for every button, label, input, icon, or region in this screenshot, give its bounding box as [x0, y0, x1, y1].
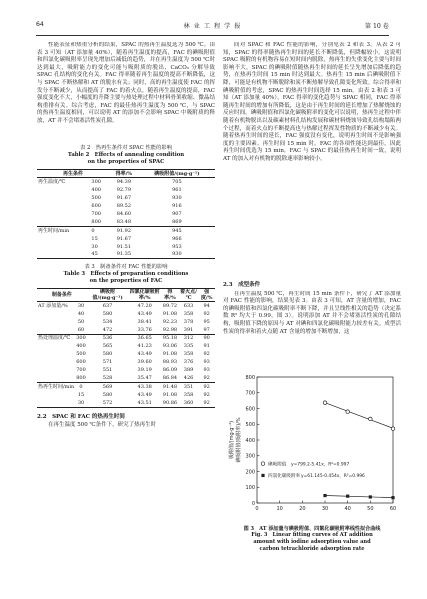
body-paragraph: 间对 SPAC 和 FAC 性能的影响，分别见表 2 和表 3。从表 2 可知，SPAC 的得率随热再生时间的延长不断降低，但降幅较小。这说明 SPAC 吸附的有机物容易在短时间内脱除，热再生的失重变化主要与时间影响不大。SPAC 的碘吸附值随热再生时间的延长呈先增加后降低的趋势，在热再生时间 15 min 时达到最大。热再生 15 min 后碘吸附值下降，可能是有机物不断脱除和炭不断热解导致孔隙变化所致。综合得率和碘吸附值的考虑，SPAC 的热再生时间选择 15 min。由表 2 和表 3 可知（AT 添加量 40%），FAC 得率的变化趋势与 SPAC 相同，FAC 得率随再生时间的增加有所降低，这是由于再生时间的延长增加了热解烧蚀的反应时间。碘吸附值和四氯化碳吸附率的变化可以说明，热再生过程中伴随着有机物脱出以及碳素材料孔结构发展和碳材料烧蚀导致孔结构塌陷两个过程，而着火点的不断提高也与热解过程挥发性物质的不断减少有关。随着热再生时间的延长，FAC 强度没有变化，说明再生时间不是影响强度的主要因素。再生时间 15 min 时，FAC 的各项性能达到最佳，因此再生时间优选为 15 min。FAC 与 SPAC 的最佳热再生时间一致，说明 AT 的加入对有机物的脱除速率影响较小。	[223, 42, 401, 162]
ccl4-value: 41.23	[137, 343, 152, 350]
strength-value: 97	[203, 326, 210, 333]
yield-value: 91.08	[162, 391, 178, 398]
data-point-iodine	[391, 426, 395, 430]
table2-caption-en: Table 2 Effects of annealing condition	[67, 152, 185, 158]
iodine-value: 528	[102, 374, 113, 381]
table-row	[37, 326, 215, 334]
condition-value: 500	[76, 351, 86, 358]
row-group-label: 再生时间/min	[37, 226, 90, 234]
table3-caption-en-2: on the properties of FAC	[89, 278, 163, 285]
table-row	[37, 366, 215, 374]
strength-value: 93	[203, 359, 210, 366]
condition-value: 600	[76, 359, 86, 366]
row-group-label	[37, 358, 75, 366]
y-tick-label: 700	[245, 390, 255, 397]
ignition-value: 360	[183, 399, 194, 406]
figure3-svg	[223, 365, 401, 525]
table-row	[37, 350, 215, 358]
yield-value: 91.08	[162, 310, 178, 317]
figure3-caption-en-2: amount with iodine adsorption value and	[253, 539, 371, 546]
section-heading: 2.2 SPAC 和 FAC 的热再生时间	[37, 413, 125, 420]
row-group-label	[37, 366, 75, 374]
yield-value: 91.08	[162, 351, 178, 358]
strength-value: 93	[203, 367, 210, 374]
table-row	[37, 186, 215, 194]
condition-value: 800	[91, 218, 101, 225]
ccl4-value: 43.49	[137, 391, 152, 398]
iodine-value: 961	[172, 187, 182, 194]
table-row	[37, 334, 215, 342]
strength-value: 92	[203, 391, 210, 398]
strength-value: 92	[203, 374, 210, 381]
x-tick-label: 10	[276, 505, 283, 512]
strength-value: 92	[203, 399, 210, 406]
row-group-label	[37, 399, 75, 407]
row-group-label: AT 添加量/%	[38, 302, 68, 309]
condition-value: 30	[77, 399, 85, 406]
yield-value: 91.92	[109, 226, 139, 234]
y-tick-label: 400	[245, 437, 255, 444]
yield-value: 89.72	[162, 302, 178, 309]
table-row	[37, 210, 215, 218]
condition-value: 45	[91, 251, 98, 258]
figure3-caption-en-3: carbon tetrachloride adsorption rate	[259, 545, 365, 552]
table-row	[37, 358, 215, 366]
condition-value: 600	[91, 203, 101, 210]
yield-value: 91.51	[116, 243, 132, 250]
y-tick-label: 800	[245, 374, 255, 381]
strength-value: 95	[203, 318, 210, 325]
yield-value: 91.67	[116, 195, 132, 202]
row-group-label	[37, 374, 75, 382]
condition-value: 700	[91, 210, 101, 217]
data-point-iodine	[369, 417, 373, 421]
iodine-value: 869	[172, 218, 182, 225]
condition-value: 700	[76, 367, 86, 374]
body-paragraph: 在再生温度 500 ℃条件下，研究了热再生时	[48, 422, 157, 429]
yield-value: 92.79	[116, 187, 132, 194]
strength-value: 92	[203, 310, 210, 317]
ccl4-value: 39.19	[137, 367, 152, 374]
yield-value: 86.09	[162, 367, 178, 374]
yield-value: 94.39	[116, 179, 132, 186]
row-group-label: 再生温度/℃	[38, 179, 66, 186]
ccl4-value: 36.65	[128, 334, 161, 342]
data-point-ccl4	[369, 495, 372, 498]
iodine-value: 930	[172, 251, 182, 258]
ccl4-value: 47.20	[137, 302, 152, 309]
iodine-value: 930	[172, 195, 182, 202]
condition-value: 40	[77, 310, 85, 317]
y-tick-label: 200	[245, 468, 255, 475]
row-group-label	[37, 251, 90, 259]
table3-header: 强度/%	[200, 288, 213, 301]
section-heading: 2.3 成型条件	[223, 282, 261, 288]
ccl4-value: 43.38	[128, 382, 161, 390]
table3-header: 碘吸附值/(mg·g⁻¹)	[92, 288, 123, 301]
ignition-value: 378	[183, 318, 194, 325]
iodine-value: 472	[102, 326, 113, 333]
table3-caption-en: Table 3 Effects of preparation conditions	[63, 271, 189, 278]
iodine-value: 569	[87, 382, 128, 390]
iodine-value: 536	[87, 334, 128, 342]
condition-value: 30	[77, 302, 85, 309]
ignition-value: 351	[179, 382, 199, 390]
fit-line	[325, 402, 393, 428]
figure3-caption-zh: 图 3 AT 添加量与碘吸附值、四氯化碳吸附率线性拟合曲线	[243, 525, 381, 532]
table3-caption	[37, 264, 215, 285]
fit-equation-iodine: y=799.2-5.41x，R²=0.997	[291, 462, 350, 468]
row-group-label	[37, 318, 75, 326]
yield-value: 86.84	[162, 374, 178, 381]
y-tick-label: 300	[245, 453, 255, 460]
yield-value: 89.52	[116, 203, 132, 210]
iodine-value: 580	[102, 310, 113, 317]
strength-value: 92	[198, 382, 215, 390]
y-tick-label: 100	[245, 484, 255, 491]
table-row	[37, 310, 215, 318]
row-group-label	[37, 186, 90, 194]
ccl4-value: 39.60	[137, 359, 152, 366]
ignition-value: 358	[183, 391, 194, 398]
table-row	[37, 391, 215, 399]
table3-caption-zh: 表 3 制备条件对 FAC 性能的影响	[84, 264, 168, 271]
ignition-value: 312	[179, 334, 199, 342]
strength-value: 91	[203, 343, 210, 350]
row-group-label	[37, 391, 75, 399]
condition-value: 300	[76, 335, 86, 342]
body-paragraph: 性能表征和热重分析的结果，SPAC 的热再生温度选为 500 ℃。由表 3 可知（AT 添加量 40%），随着再生温度的提高，FAC 的碘吸附值和四氯化碳吸附率呈现先增加后减低的趋势，并在再生温度为 500 ℃时达到最大，吸附能力的变化可能与吸附质的脱出、CaCO₃ 分解导致 SPAC 孔结构的变化有关。FAC 得率随着再生温度的提高不断降低，这与 SPAC 不断热解和 AT 的脱水有关；同时，高的再生温度使 FAC 的挥发分不断减少，从而提高了 FAC 的着火点。随着再生温度的提高，FAC 强度变化不大，小幅度的升降主要与热处理过程中材料骨架收缩、微晶结构重排有关。综合考虑，FAC 的最佳热再生温度为 500 ℃，与 SPAC 的热再生温度相同，可以说明 AT 的添加不会影响 SPAC 中吸附质的释放，AT 并不会堵塞活性炭孔隙。	[37, 42, 215, 124]
figure3-caption-en: Fig. 3 Linear fitting curves of AT addition	[251, 532, 373, 539]
row-group-label	[37, 194, 90, 202]
iodine-value: 705	[172, 179, 182, 186]
plot-frame	[257, 377, 393, 503]
y-axis-label-secondary: 碘吸附值(吸附率)/%	[236, 416, 242, 463]
strength-value: 92	[203, 351, 210, 358]
fit-equation-ccl4: y=61.145-0.454x，R²=0.996	[301, 473, 365, 479]
table-row	[37, 399, 215, 407]
ignition-value: 376	[183, 359, 194, 366]
right-column	[223, 42, 401, 553]
condition-value: 15	[91, 235, 98, 242]
row-group-label	[37, 218, 90, 226]
row-group-label: 热处理温度/℃	[37, 334, 75, 342]
data-point-ccl4	[346, 494, 349, 497]
x-tick-label: 20	[299, 505, 306, 512]
legend-label-iodine: 碘吸附值	[268, 462, 287, 468]
iodine-value: 953	[172, 243, 182, 250]
y-tick-label: 0	[251, 500, 255, 507]
strength-value: 94	[203, 302, 210, 309]
ccl4-value: 35.47	[137, 374, 152, 381]
ccl4-value: 38.41	[137, 318, 152, 325]
ccl4-value: 33.76	[137, 326, 152, 333]
table-row	[37, 226, 215, 234]
x-tick-label: 50	[367, 505, 374, 512]
table-row	[37, 218, 215, 226]
table-row	[37, 194, 215, 202]
iodine-value: 907	[172, 210, 182, 217]
table3-header: 得率/%	[164, 288, 176, 301]
condition-value: 800	[76, 374, 86, 381]
row-group-label	[37, 310, 75, 318]
page-number: 64	[36, 21, 44, 28]
ignition-value: 335	[183, 343, 194, 350]
data-point-ccl4	[391, 496, 394, 499]
table-row	[37, 235, 215, 243]
ccl4-value: 43.49	[137, 351, 152, 358]
legend-marker-iodine	[261, 461, 265, 465]
figure3-caption	[223, 526, 401, 553]
row-group-label	[37, 243, 90, 251]
table3-header: 四氯化碳吸附率/%	[129, 288, 160, 301]
table-row	[37, 243, 215, 251]
legend-marker-ccl4	[261, 473, 264, 476]
table3-header: 着火点/℃	[180, 288, 197, 301]
x-tick-label: 0	[255, 505, 259, 512]
strength-value: 90	[198, 334, 215, 342]
left-column	[37, 42, 215, 430]
x-tick-label: 60	[389, 505, 397, 512]
iodine-value: 580	[102, 351, 113, 358]
row-group-label: 热再生时间/min	[38, 383, 75, 390]
iodine-value: 572	[102, 399, 113, 406]
iodine-value: 916	[172, 203, 182, 210]
row-group-label	[37, 210, 90, 218]
yield-value: 92.23	[162, 318, 178, 325]
table3-header: 制备条件	[51, 291, 72, 298]
condition-value: 15	[77, 391, 85, 398]
iodine-value: 565	[102, 343, 113, 350]
table-row	[37, 251, 215, 259]
iodine-value: 966	[172, 235, 182, 242]
table-row	[37, 382, 215, 390]
data-point-ccl4	[323, 494, 326, 497]
x-tick-label: 40	[344, 505, 351, 512]
condition-value: 30	[91, 243, 98, 250]
yield-value: 91.48	[162, 383, 178, 390]
ignition-value: 633	[183, 302, 194, 309]
yield-value: 83.48	[116, 218, 132, 225]
table2-caption-zh: 表 2 热再生条件对 SPAC 性能的影响	[80, 145, 172, 151]
yield-value: 90.86	[162, 399, 178, 406]
table2-header: 再生条件	[62, 170, 83, 177]
condition-value: 300	[91, 179, 101, 186]
data-point-iodine	[323, 400, 327, 404]
y-tick-label: 500	[245, 421, 255, 428]
condition-value: 0	[75, 382, 87, 390]
table2-body	[37, 178, 215, 259]
iodine-value: 637	[102, 302, 113, 309]
table2-caption	[37, 145, 215, 166]
ignition-value: 389	[183, 367, 194, 374]
condition-value: 60	[77, 326, 85, 333]
yield-value: 92.98	[162, 326, 178, 333]
table2	[37, 169, 215, 260]
ccl4-value: 43.49	[137, 310, 152, 317]
iodine-value: 945	[139, 226, 215, 234]
table-row	[37, 374, 215, 382]
table-row	[37, 301, 215, 309]
table2-caption-en-2: on the properties of SPAC	[87, 158, 165, 165]
row-group-label	[37, 350, 75, 358]
iodine-value: 580	[102, 391, 113, 398]
legend-label-ccl4: 四氯化碳吸附率	[268, 473, 301, 479]
journal-title: 林 业 工 程 学 报	[183, 23, 242, 30]
yield-value: 88.93	[162, 359, 178, 366]
iodine-value: 551	[102, 367, 113, 374]
yield-value: 91.35	[116, 251, 132, 258]
iodine-value: 534	[102, 318, 113, 325]
x-tick-label: 30	[321, 505, 329, 512]
ccl4-value: 43.51	[137, 399, 152, 406]
figure3-chart	[223, 365, 401, 525]
y-tick-label: 600	[245, 405, 255, 412]
running-header	[36, 21, 389, 33]
fit-line	[325, 495, 393, 497]
table-row	[37, 178, 215, 186]
yield-value: 84.60	[116, 210, 132, 217]
table-row	[37, 202, 215, 210]
table2-header: 得率/%	[115, 170, 133, 177]
condition-value: 400	[91, 187, 101, 194]
condition-value: 50	[77, 318, 85, 325]
yield-value: 95.18	[162, 335, 178, 342]
condition-value: 500	[91, 195, 101, 202]
row-group-label	[37, 235, 90, 243]
row-group-label	[37, 202, 90, 210]
ignition-value: 358	[183, 310, 194, 317]
yield-value: 93.06	[162, 343, 178, 350]
data-point-iodine	[346, 409, 350, 413]
ignition-value: 426	[183, 374, 194, 381]
iodine-value: 571	[102, 359, 113, 366]
volume-label: 第 10 卷	[364, 23, 389, 30]
condition-value: 400	[76, 343, 86, 350]
ignition-value: 391	[183, 326, 194, 333]
row-group-label	[37, 342, 75, 350]
table2-header: 碘吸附值/(mg·g⁻¹)	[154, 170, 200, 177]
header-rule	[36, 35, 389, 36]
y-axis-label: 吸附值/(mg·g⁻¹)	[229, 420, 235, 459]
condition-value: 0	[90, 226, 109, 234]
row-group-label	[37, 326, 75, 334]
table-row	[37, 318, 215, 326]
table3-body	[37, 301, 215, 407]
table-row	[37, 342, 215, 350]
ignition-value: 358	[183, 351, 194, 358]
yield-value: 91.67	[116, 235, 132, 242]
body-paragraph: 在再生温度 500 ℃，再生时间 15 min 条件下，研究了 AT 添加量对 FAC 性能的影响，结果见表 3。由表 3 可知，AT 含量的增加，FAC 的碘吸附值和四氯化碳吸附率不断下降，并且呈线性相关的趋势（决定系数 R² 均大于 0.99，图 3）。说明添加 AT 并不会堵塞活性炭的孔隙结构，吸附值下降的原因与 AT 对碘和四氯化碳吸附能力较差有关。成型活性炭的得率和着火点随 AT 含量的增加不断增加，这	[223, 290, 401, 335]
table3	[37, 288, 215, 408]
